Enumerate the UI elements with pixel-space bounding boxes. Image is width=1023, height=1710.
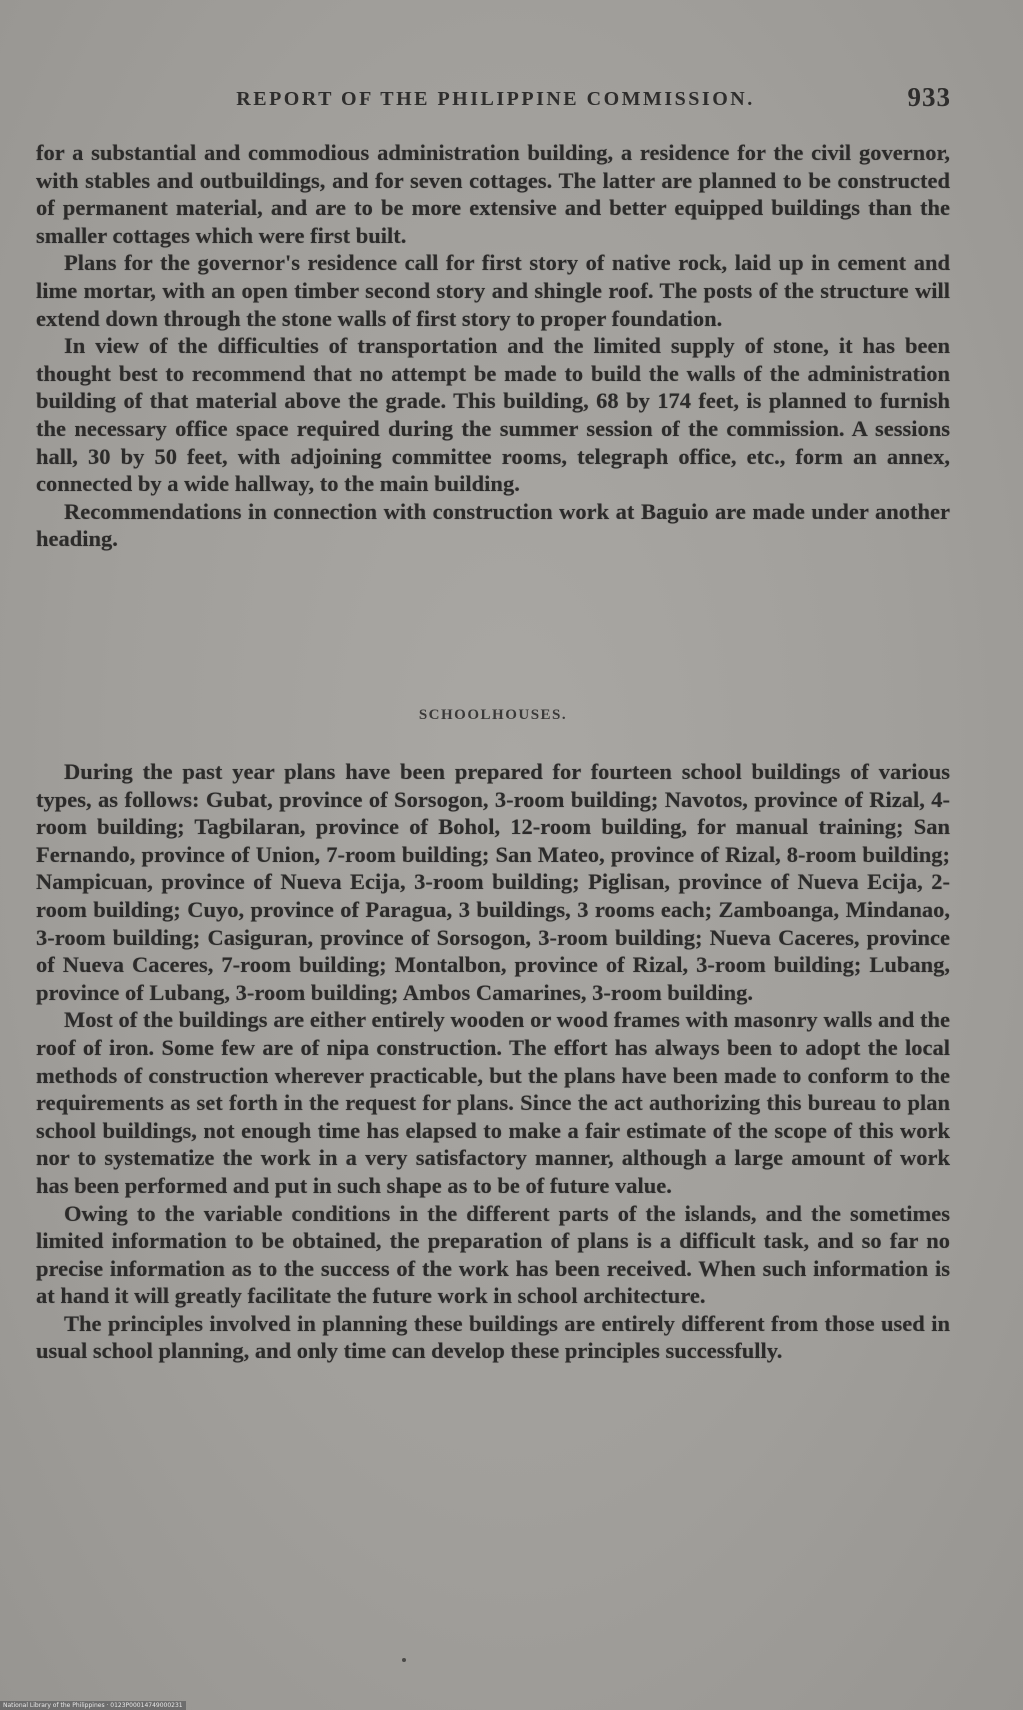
running-header — [40, 82, 951, 116]
paragraph: Most of the buildings are either entirely wooden or wood frames with masonry walls and the roof of iron. Some few are of nipa construction. The effort has always been to adopt the local methods of construction wherever practicable, but the plans have been made to conform to the requirements as set forth in the request for plans. Since the act authorizing this bureau to plan school buildings, not enough time has elapsed to make a fair estimate of the scope of this work nor to systematize the work in a very satisfactory manner, although a large amount of work has been performed and put in such shape as to be of future value. — [36, 1007, 950, 1198]
paragraph: The principles involved in planning these buildings are entirely different from those used in usual school planning, and only time can develop these principles successfully. — [36, 1310, 950, 1364]
paragraph: Plans for the governor's residence call for first story of native rock, laid up in cement and lime mortar, with an open timber second story and shingle roof. The posts of the structure will extend down through the stone walls of first story to proper foundation. — [36, 250, 950, 331]
digitization-stamp: National Library of the Philippines · 0123P00014749000231 — [0, 1701, 186, 1710]
paragraph: Owing to the variable conditions in the different parts of the islands, and the sometimes limited information to be obtained, the preparation of plans is a difficult task, and so far no precise information as to the success of the work has been received. When such information is at hand it will greatly facilitate the future work in school architecture. — [36, 1200, 950, 1309]
paragraph: Recommendations in connection with construction work at Baguio are made under another heading. — [36, 498, 950, 552]
section-heading-schoolhouses: SCHOOLHOUSES. — [418, 707, 568, 723]
paragraph: During the past year plans have been prepared for fourteen school buildings of various types, as follows: Gubat, province of Sorsogon, 3-room building; Navotos, province of Rizal, 4-room building; Tagbilaran, province of Bohol, 12-room building, for manual training; San Fernando, province of Union, 7-room building; San Mateo, province of Rizal, 8-room building; Nampicuan, province of Nueva Ecija, 3-room building; Piglisan, province of Nueva Ecija, 2-room building; Cuyo, province of Paragua, 3 buildings, 3 rooms each; Zamboanga, Mindanao, 3-room building; Casiguran, province of Sorsogon, 3-room building; Nueva Caceres, province of Nueva Caceres, 7-room building; Montalbon, province of Rizal, 3-room building; Lubang, province of Lubang, 3-room building; Ambos Camarines, 3-room building. — [36, 759, 950, 1005]
running-title: REPORT OF THE PHILIPPINE COMMISSION. — [236, 88, 755, 110]
ink-speck — [402, 1658, 406, 1662]
paragraph: In view of the difficulties of transportation and the limited supply of stone, it has been thought best to recommend that no attempt be made to build the walls of the administration building of that material above the grade. This building, 68 by 174 feet, is planned to furnish the necessary office space required during the summer session of the commission. A sessions hall, 30 by 50 feet, with adjoining committee rooms, telegraph office, etc., form an annex, connected by a wide hallway, to the main building. — [36, 333, 950, 497]
body-section-schoolhouses — [36, 758, 950, 1365]
paragraph: for a substantial and commodious administration building, a residence for the civil governor, with stables and outbuildings, and for seven cottages. The latter are planned to be constructed of permanent material, and are to be more extensive and better equipped buildings than the smaller cottages which were first built. — [36, 140, 950, 248]
page-number: 933 — [907, 82, 951, 112]
body-section-administration — [36, 139, 950, 553]
